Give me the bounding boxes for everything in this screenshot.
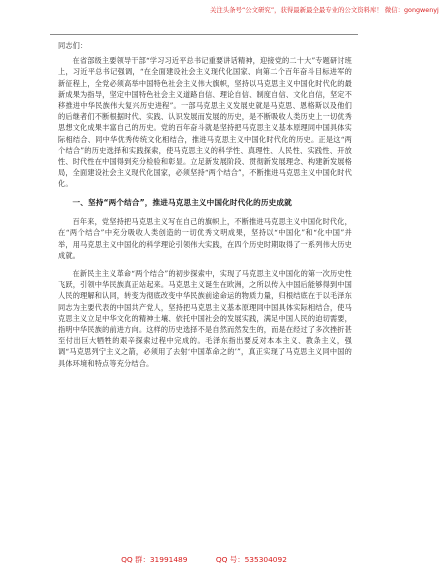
footer-qq-number: QQ 号：535304092 — [215, 555, 287, 564]
section-heading: 一、坚持“两个结合”，推进马克思主义中国化时代化的历史成就 — [72, 197, 292, 207]
header-banner: 关注头条号“公文研究”，获得最新最全最专业的公文资料库！ 微信：gongwenyj — [210, 6, 439, 14]
salutation: 同志们： — [58, 41, 88, 50]
intro-paragraph: 在省部级主要领导干部“学习习近平总书记重要讲话精神，迎接党的二十大”专题研讨班上，习近平总书记强调，“在全面建设社会主义现代化国家、向第二个百年奋斗目标进军的新征程上，全党必须高举中国特色社会主义伟大旗帜，坚持以马克思主义中国化时代化的最新成果为指导，坚定中国特色社会主义道路自信、理论自信、制度自信、文化自信，坚定不移推进中华民族伟大复兴历史进程”。一部马克思主义发展史就是马克思、恩格斯以及他们的后继者们不断根据时代、实践、认识发展而发展的历史，是不断吸收人类历史上一切优秀思想文化成果丰富自己的历史。党的百年奋斗就是坚持把马克思主义基本原理同中国具体实际相结合、同中华优秀传统文化相结合，推进马克思主义中国化时代化的历史。正是这“两个结合”的历史选择和实践探索，使马克思主义的科学性、真理性、人民性、实践性、开放性、时代性在中国得到充分检验和彰显。立足新发展阶段、贯彻新发展理念、构建新发展格局，全面建设社会主义现代化国家，必须坚持“两个结合”，不断推进马克思主义中国化时代化。 — [58, 56, 352, 189]
header-divider — [50, 34, 358, 35]
body-paragraph-1: 百年来，党坚持把马克思主义写在自己的旗帜上，不断推进马克思主义中国化时代化，在“两个结合”中充分吸收人类创造的一切优秀文明成果，坚持以“中国化”和“化中国”并举，用马克思主义中国化的科学理论引领伟大实践，在四个历史时期取得了一系列伟大历史成就。 — [58, 217, 352, 260]
footer-qq-group: QQ 群：31991489 — [121, 555, 188, 564]
document-body — [58, 40, 352, 376]
body-paragraph-2: 在新民主主义革命“两个结合”的初步探索中，实现了马克思主义中国化的第一次历史性飞跃，引领中华民族真正站起来。马克思主义诞生在欧洲，之所以传入中国后能够得到中国人民的理解和认同，转变为彻底改变中华民族前途命运的物质力量，归根结底在于以毛泽东同志为主要代表的中国共产党人，坚持把马克思主义基本原理同中国具体实际相结合，使马克思主义立足中华文化的精神土壤、依托中国社会的发展实践，满足中国人民的迫切需要，指明中华民族的前进方向。这样的历史选择不是自然而然发生的，而是在经过了多次挫折甚至付出巨大牺牲的艰辛探索过程中完成的。毛泽东指出要反对本本主义、教条主义，强调“马克思列宁主义之箭，必须用了去射‘中国革命之的’”，真正实现了马克思主义同中国的具体环境和特点等充分结合。 — [58, 268, 352, 368]
footer-contact — [0, 554, 408, 565]
